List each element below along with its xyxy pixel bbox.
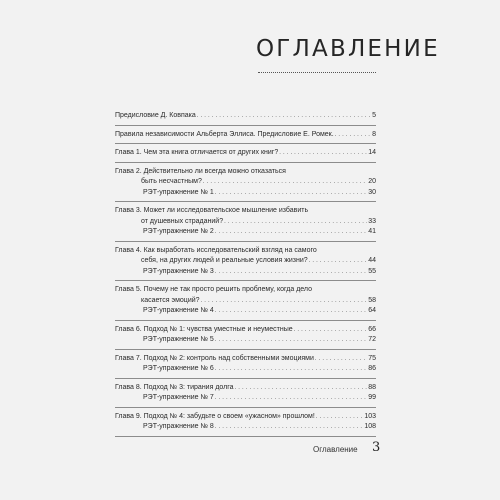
toc-entry[interactable] — [115, 167, 376, 178]
toc-entry-title: РЭТ-упражнение № 6 — [143, 365, 214, 372]
toc-entry-title: РЭТ-упражнение № 7 — [143, 394, 214, 401]
toc-entry-title: Глава 4. Как выработать исследовательский взгляд на самого — [115, 246, 317, 254]
toc-entry-title: быть несчастным? — [141, 178, 202, 185]
dot-leader — [215, 393, 367, 404]
toc-entry-title: Глава 1. Чем эта книга отличается от других книг? — [115, 149, 279, 156]
toc-entry[interactable] — [115, 285, 376, 296]
toc-entry-title: себя, на других людей и реальные условия жизни? — [141, 257, 308, 264]
toc-section — [115, 144, 376, 163]
toc-entry-title: Глава 6. Подход № 1: чувства уместные и неуместные — [115, 325, 293, 333]
dot-leader — [215, 364, 367, 375]
toc-page-number: 30 — [368, 188, 376, 196]
toc-page-number: 88 — [368, 383, 376, 391]
dot-leader — [224, 217, 367, 228]
toc-page-number: 66 — [368, 325, 376, 333]
toc-exercise-entry[interactable] — [115, 227, 376, 238]
dot-leader — [315, 354, 367, 365]
toc-entry-title: РЭТ-упражнение № 3 — [143, 267, 214, 275]
toc-page-number: 5 — [372, 112, 376, 119]
toc-entry-title: касается эмоций? — [141, 296, 200, 304]
toc-entry[interactable] — [115, 206, 376, 217]
toc-exercise-entry[interactable] — [115, 364, 376, 375]
toc-entry[interactable] — [115, 130, 376, 141]
dot-leader — [235, 383, 368, 394]
dot-leader — [294, 325, 368, 336]
toc-entry-title: Глава 5. Почему не так просто решить проблему, когда дело — [115, 286, 312, 293]
dot-leader — [215, 335, 367, 346]
toc-exercise-entry[interactable] — [115, 267, 376, 278]
toc-page-number: 44 — [368, 257, 376, 264]
toc-entry-title: РЭТ-упражнение № 1 — [143, 188, 214, 196]
toc-entry-title: РЭТ-упражнение № 5 — [143, 336, 214, 343]
toc-page-number: 8 — [372, 130, 376, 138]
toc-entry[interactable] — [115, 246, 376, 257]
dot-leader — [215, 227, 367, 238]
dot-leader — [203, 177, 367, 188]
toc-page-number: 55 — [368, 267, 376, 275]
toc-page-number: 41 — [368, 228, 376, 235]
toc-entry[interactable] — [115, 296, 376, 307]
toc-exercise-entry[interactable] — [115, 335, 376, 346]
toc-exercise-entry[interactable] — [115, 393, 376, 404]
toc-exercise-entry[interactable] — [115, 188, 376, 199]
toc-page-number: 108 — [364, 423, 376, 430]
toc-page-number: 99 — [368, 394, 376, 401]
dot-leader — [279, 148, 367, 159]
toc-section — [115, 350, 376, 379]
toc-exercise-entry[interactable] — [115, 306, 376, 317]
toc-entry-title: Глава 2. Действительно ли всегда можно отказаться — [115, 167, 286, 175]
toc-section — [115, 242, 376, 282]
page-title: ОГЛАВЛЕНИЕ — [256, 36, 440, 62]
toc-page-number: 14 — [368, 149, 376, 156]
toc-section — [115, 408, 376, 437]
toc-page-number: 86 — [368, 365, 376, 372]
toc-entry[interactable] — [115, 412, 376, 423]
dot-leader — [215, 267, 367, 278]
toc-entry-title: Глава 7. Подход № 2: контроль над собственными эмоциями — [115, 354, 314, 362]
toc-entry[interactable] — [115, 177, 376, 188]
toc-entry-title: РЭТ-упражнение № 4 — [143, 307, 214, 314]
toc-entry-title: РЭТ-упражнение № 8 — [143, 423, 214, 430]
toc-entry-title: Глава 9. Подход № 4: забудьте о своем «ужасном» прошлом! — [115, 412, 315, 420]
table-of-contents — [115, 108, 376, 437]
toc-entry[interactable] — [115, 111, 376, 122]
toc-page-number: 20 — [368, 178, 376, 185]
toc-section — [115, 163, 376, 203]
title-dotted-rule — [258, 72, 376, 73]
toc-entry[interactable] — [115, 325, 376, 336]
toc-page-number: 58 — [368, 296, 376, 304]
toc-entry[interactable] — [115, 148, 376, 159]
dot-leader — [215, 188, 367, 199]
toc-entry-title: Глава 8. Подход № 3: тирания долга — [115, 383, 234, 391]
toc-entry-title: Правила независимости Альберта Эллиса. Предисловие Е. Ромек. — [115, 130, 334, 138]
page-number: 3 — [372, 440, 381, 455]
dot-leader — [215, 306, 367, 317]
toc-entry-title: от душевных страданий? — [141, 217, 224, 225]
toc-section — [115, 379, 376, 408]
toc-page-number: 72 — [368, 336, 376, 343]
running-footer-label: Оглавление — [313, 445, 358, 454]
toc-page-number: 33 — [368, 217, 376, 225]
toc-entry-title: Предисловие Д. Ковпака — [115, 112, 196, 119]
toc-page-number: 75 — [368, 354, 376, 362]
dot-leader — [335, 130, 371, 141]
toc-exercise-entry[interactable] — [115, 422, 376, 433]
toc-page-number: 64 — [368, 307, 376, 314]
toc-entry-title: Глава 3. Может ли исследовательское мышление избавить — [115, 207, 309, 214]
dot-leader — [309, 256, 368, 267]
dot-leader — [197, 111, 371, 122]
toc-section — [115, 281, 376, 321]
dot-leader — [316, 412, 364, 423]
dot-leader — [201, 296, 368, 307]
toc-section — [115, 321, 376, 350]
toc-entry[interactable] — [115, 256, 376, 267]
toc-entry-title: РЭТ-упражнение № 2 — [143, 228, 214, 235]
dot-leader — [215, 422, 364, 433]
toc-page-number: 103 — [364, 412, 376, 420]
toc-entry[interactable] — [115, 354, 376, 365]
toc-entry[interactable] — [115, 217, 376, 228]
toc-entry[interactable] — [115, 383, 376, 394]
toc-section — [115, 108, 376, 126]
toc-section — [115, 126, 376, 145]
toc-section — [115, 202, 376, 242]
